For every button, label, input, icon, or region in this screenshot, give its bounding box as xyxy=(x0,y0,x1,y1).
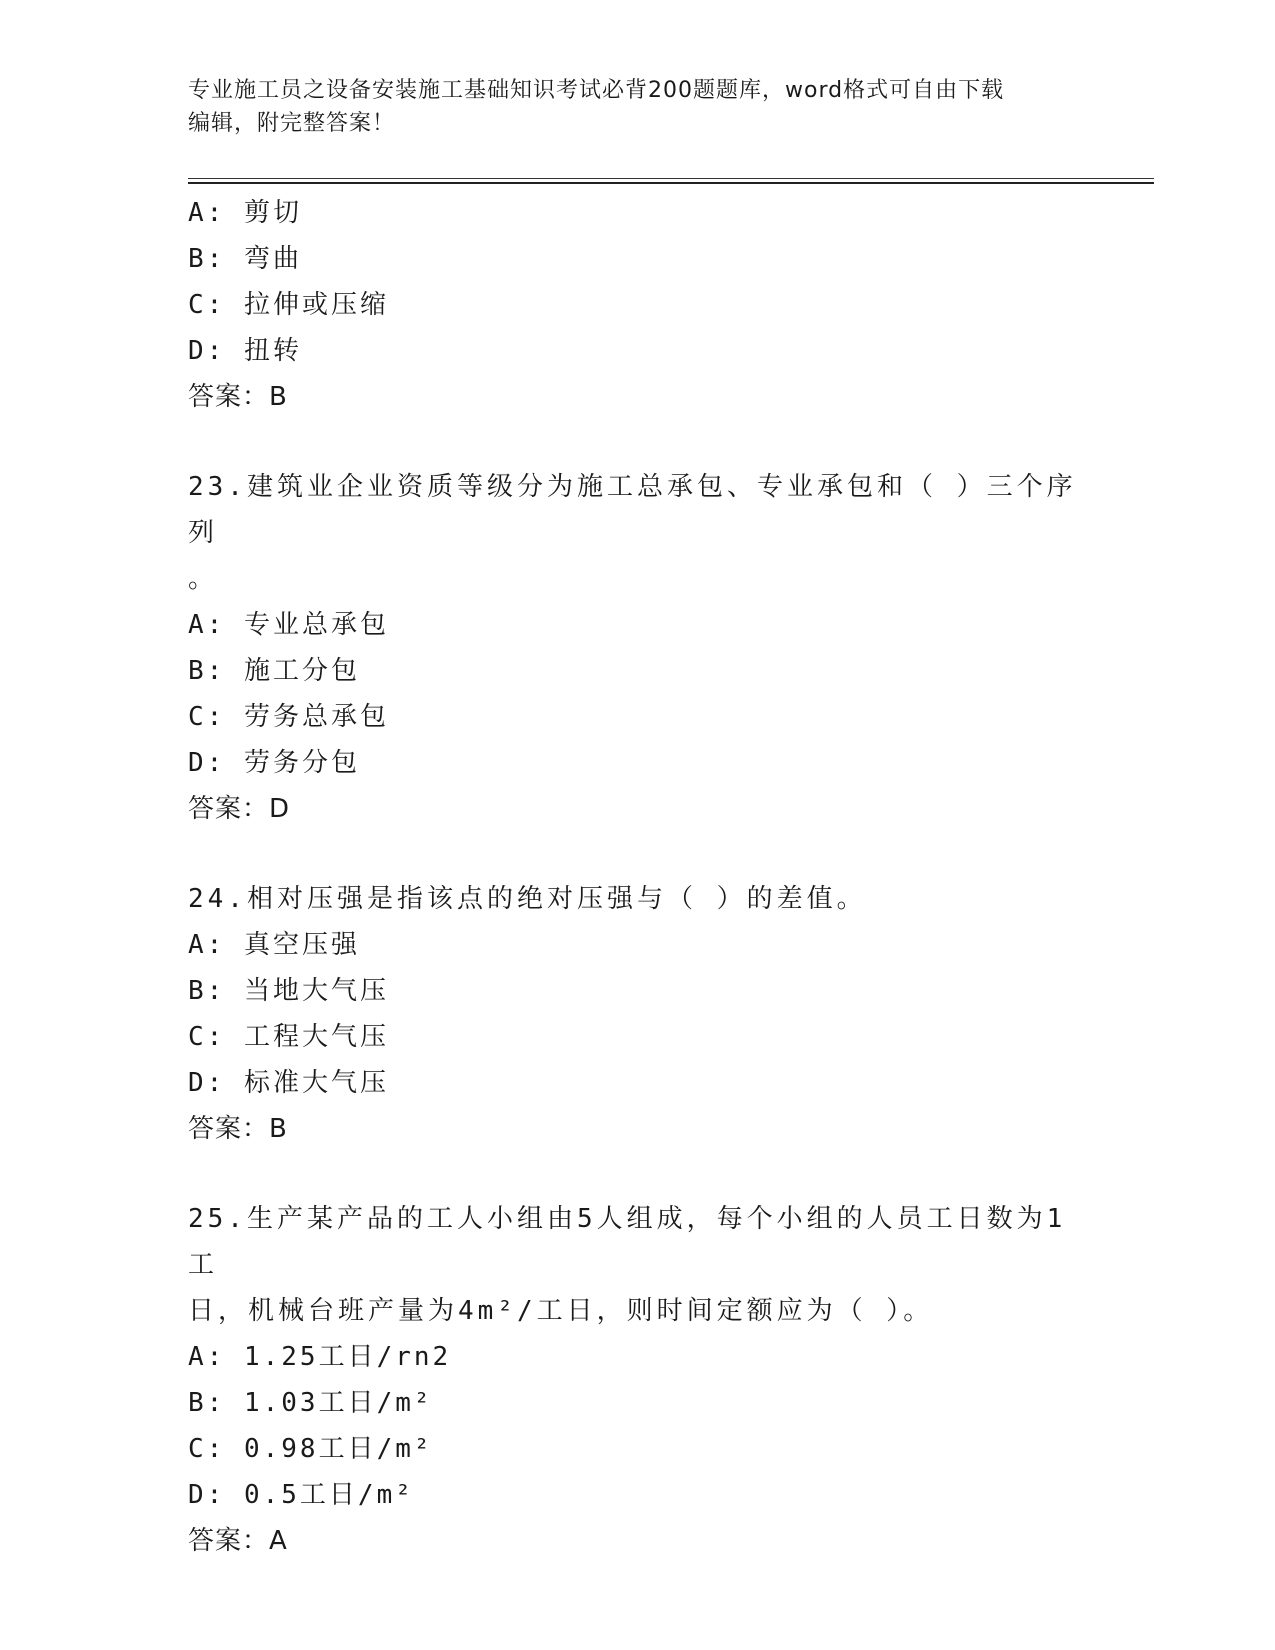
question-text-line-1: 24.相对压强是指该点的绝对压强与（ ）的差值。 xyxy=(188,884,867,914)
header-divider-thick xyxy=(188,182,1154,184)
question-text-line-2: 日，机械台班产量为4m²/工日，则时间定额应为（ ）。 xyxy=(188,1296,934,1326)
option-c: C: 拉伸或压缩 xyxy=(188,290,389,320)
option-d: D: 扭转 xyxy=(188,336,302,366)
option-a: A: 真空压强 xyxy=(188,930,360,960)
option-a: A: 专业总承包 xyxy=(188,610,389,640)
option-b: B: 当地大气压 xyxy=(188,976,389,1006)
question-23 xyxy=(188,464,1088,832)
header-title-line-1: 专业施工员之设备安装施工基础知识考试必背200题题库，word格式可自由下载 xyxy=(188,78,1005,103)
answer-line: 答案：B xyxy=(188,382,288,412)
header-divider-thin xyxy=(188,178,1154,179)
option-c: C: 工程大气压 xyxy=(188,1022,389,1052)
option-c: C: 0.98工日/m² xyxy=(188,1434,433,1464)
header-title-line-2: 编辑，附完整答案！ xyxy=(188,111,396,136)
option-d: D: 标准大气压 xyxy=(188,1068,389,1098)
answer-line: 答案：D xyxy=(188,794,291,824)
answer-line: 答案：B xyxy=(188,1114,288,1144)
document-header xyxy=(188,74,1088,140)
spacer xyxy=(188,1152,1088,1196)
option-b: B: 1.03工日/m² xyxy=(188,1388,433,1418)
option-d: D: 0.5工日/m² xyxy=(188,1480,414,1510)
question-text-line-2: 。 xyxy=(188,564,219,594)
answer-line: 答案：A xyxy=(188,1526,288,1556)
option-d: D: 劳务分包 xyxy=(188,748,360,778)
question-text-line-1: 23.建筑业企业资质等级分为施工总承包、专业承包和（ ）三个序列 xyxy=(188,472,1077,548)
question-text-line-1: 25.生产某产品的工人小组由5人组成，每个小组的人员工日数为1工 xyxy=(188,1204,1067,1280)
option-b: B: 弯曲 xyxy=(188,244,302,274)
option-b: B: 施工分包 xyxy=(188,656,360,686)
spacer xyxy=(188,832,1088,876)
question-list xyxy=(188,190,1088,1564)
option-a: A: 剪切 xyxy=(188,198,302,228)
question-25 xyxy=(188,1196,1088,1564)
option-a: A: 1.25工日/rn2 xyxy=(188,1342,452,1372)
option-c: C: 劳务总承包 xyxy=(188,702,389,732)
question-24 xyxy=(188,876,1088,1152)
spacer xyxy=(188,420,1088,464)
question-22 xyxy=(188,190,1088,420)
